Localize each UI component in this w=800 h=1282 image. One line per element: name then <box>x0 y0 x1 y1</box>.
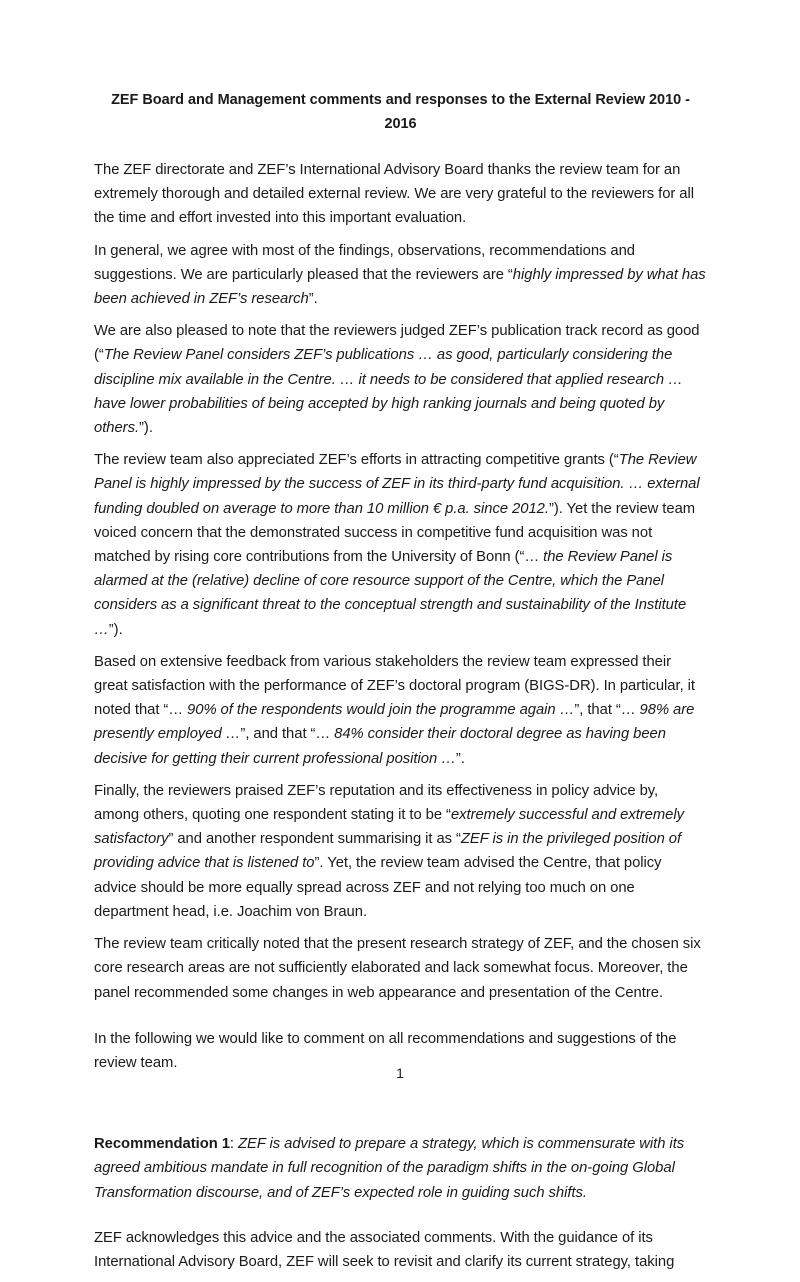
quoted-text: ZEF is advised to prepare a strategy, which is commensurate with its agreed ambitious mandate in full recognition of the paradigm shifts in the on-going Global Transformation discourse, and of ZEF’s expected role in guiding such shifts. <box>94 1136 685 1201</box>
quoted-text: The Review Panel is highly impressed by the success of ZEF in its third-party fund acquisition. … external funding doubled on average to more than 10 million € p.a. since 2012. <box>94 452 700 517</box>
quoted-text: 84% consider their doctoral degree as having been decisive for getting their current professional position … <box>94 726 666 767</box>
text-run: In the following we would like to comment on all recommendations and suggestions of the review team. <box>94 1030 677 1071</box>
text-run: ”). Yet the review team voiced concern that the demonstrated success in competitive fund acquisition was not matched by rising core contributions from the University of Bonn (“… <box>94 500 696 566</box>
document-body <box>94 88 707 1282</box>
text-run: Finally, the reviewers praised ZEF’s reputation and its effectiveness in policy advice by, among others, quoting one respondent stating it to be “ <box>94 782 659 824</box>
text-run: ”). <box>139 420 153 437</box>
text-run: ZEF acknowledges this advice and the associated comments. With the guidance of its International Advisory Board, ZEF will seek to revisit and clarify its current strategy, taking <box>94 1229 675 1270</box>
quoted-text: 98% are presently employed … <box>94 702 695 743</box>
paragraph-container <box>94 158 707 1274</box>
p1-intro <box>94 158 707 231</box>
text-run: ”, that “… <box>574 702 640 719</box>
page-title: ZEF Board and Management comments and responses to the External Review 2010 - 2016 <box>111 92 690 132</box>
quoted-text: ZEF is in the privileged position of providing advice that is listened to <box>94 831 682 872</box>
text-run: ”. <box>308 291 318 308</box>
quoted-text: the Review Panel is alarmed at the (relative) decline of core resource support of the Centre, which the Panel considers as a significant threat to the conceptual strength and sustainability of the Institute … <box>94 549 687 638</box>
text-run: ”, and that “… <box>240 726 335 743</box>
text-run: ” and another respondent summarising it as “ <box>168 831 461 848</box>
p3-publications <box>94 319 707 440</box>
quoted-text: The Review Panel considers ZEF’s publications … as good, particularly considering the discipline mix available in the Centre. … it needs to be considered that applied research … have lower probabilities of being accepted by high ranking journals and being quoted by others. <box>94 347 683 437</box>
p6-policy-advice <box>94 779 707 924</box>
p2-general-agreement <box>94 239 707 312</box>
quoted-text: 90% of the respondents would join the programme again … <box>187 702 575 719</box>
text-run: The review team also appreciated ZEF’s efforts in attracting competitive grants (“ <box>94 452 619 469</box>
p4-competitive-grants <box>94 448 707 642</box>
text-run: Based on extensive feedback from various stakeholders the review team expressed their great satisfaction with the performance of ZEF’s doctoral program (BIGS-DR). In particular, it noted that “… <box>94 653 695 719</box>
p10-response-1 <box>94 1226 707 1274</box>
text-run: : <box>229 1136 238 1153</box>
quoted-text: highly impressed by what has been achieved in ZEF’s research <box>94 266 706 308</box>
page-number: 1 <box>396 1065 404 1081</box>
p7-research-strategy <box>94 932 707 1005</box>
p5-bigs-dr <box>94 650 707 771</box>
text-run: ”. Yet, the review team advised the Centre, that policy advice should be more equally spread across ZEF and not relying too much on one department head, i.e. Joachim von Braun. <box>94 855 662 920</box>
recommendation-label: Recommendation 1 <box>94 1136 230 1153</box>
quoted-text: extremely successful and extremely satisfactory <box>94 807 684 848</box>
text-run: In general, we agree with most of the findings, observations, recommendations and suggestions. We are particularly pleased that the reviewers are “ <box>94 242 635 283</box>
text-run: ”). <box>108 621 123 638</box>
text-run: We are also pleased to note that the reviewers judged ZEF’s publication track record as good (“ <box>94 323 700 364</box>
text-run: The ZEF directorate and ZEF’s International Advisory Board thanks the review team for an extremely thorough and detailed external review. We are very grateful to the reviewers for all the time and effort invested into this important evaluation. <box>94 162 695 227</box>
p9-recommendation-1 <box>94 1132 707 1205</box>
text-run: ”. <box>455 750 465 767</box>
text-run: The review team critically noted that the present research strategy of ZEF, and the chosen six core research areas are not sufficiently elaborated and lack somewhat focus. Moreover, the panel recommended some changes in web appearance and presentation of the Centre. <box>94 936 701 1001</box>
